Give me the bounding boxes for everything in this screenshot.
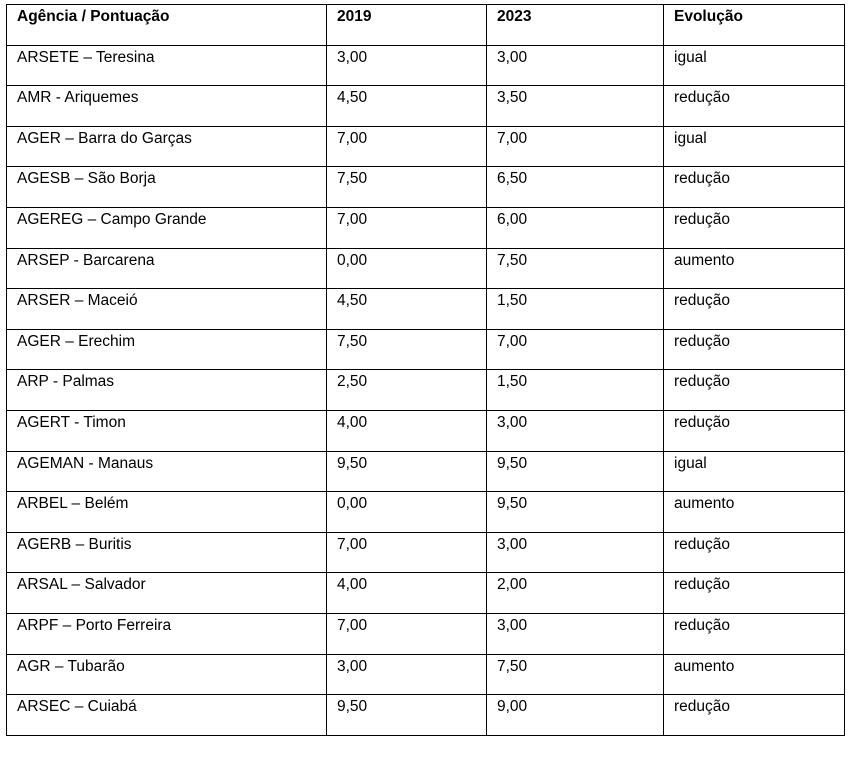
- cell-2019: 3,00: [327, 654, 487, 695]
- cell-evolution: redução: [664, 86, 845, 127]
- header-2023: 2023: [487, 5, 664, 46]
- cell-agency: ARSETE – Teresina: [7, 45, 327, 86]
- cell-2023: 7,00: [487, 126, 664, 167]
- cell-evolution: redução: [664, 695, 845, 736]
- cell-agency: AGERB – Buritis: [7, 532, 327, 573]
- header-row: [7, 5, 845, 46]
- cell-evolution: redução: [664, 532, 845, 573]
- table-row: [7, 289, 845, 330]
- cell-evolution: redução: [664, 613, 845, 654]
- cell-agency: AGER – Erechim: [7, 329, 327, 370]
- cell-agency: AMR - Ariquemes: [7, 86, 327, 127]
- cell-2019: 7,00: [327, 126, 487, 167]
- cell-2019: 4,50: [327, 289, 487, 330]
- cell-evolution: redução: [664, 573, 845, 614]
- cell-2019: 0,00: [327, 248, 487, 289]
- cell-evolution: aumento: [664, 492, 845, 533]
- cell-evolution: aumento: [664, 654, 845, 695]
- cell-evolution: redução: [664, 289, 845, 330]
- cell-2023: 3,50: [487, 86, 664, 127]
- header-2019: 2019: [327, 5, 487, 46]
- cell-2023: 6,00: [487, 207, 664, 248]
- cell-agency: ARBEL – Belém: [7, 492, 327, 533]
- table-row: [7, 370, 845, 411]
- cell-agency: ARSAL – Salvador: [7, 573, 327, 614]
- cell-agency: AGEREG – Campo Grande: [7, 207, 327, 248]
- cell-2023: 3,00: [487, 532, 664, 573]
- table-row: [7, 329, 845, 370]
- cell-evolution: redução: [664, 207, 845, 248]
- table-body: [7, 45, 845, 735]
- table-row: [7, 532, 845, 573]
- table-row: [7, 167, 845, 208]
- cell-2023: 3,00: [487, 613, 664, 654]
- cell-2019: 7,00: [327, 207, 487, 248]
- cell-evolution: redução: [664, 329, 845, 370]
- cell-2023: 9,00: [487, 695, 664, 736]
- cell-2019: 7,50: [327, 329, 487, 370]
- header-evolution: Evolução: [664, 5, 845, 46]
- cell-2023: 7,50: [487, 654, 664, 695]
- cell-agency: AGEMAN - Manaus: [7, 451, 327, 492]
- table-row: [7, 45, 845, 86]
- table-row: [7, 654, 845, 695]
- table-row: [7, 695, 845, 736]
- cell-agency: AGER – Barra do Garças: [7, 126, 327, 167]
- cell-2023: 6,50: [487, 167, 664, 208]
- cell-2019: 7,50: [327, 167, 487, 208]
- cell-evolution: redução: [664, 410, 845, 451]
- cell-agency: ARSEP - Barcarena: [7, 248, 327, 289]
- cell-evolution: igual: [664, 126, 845, 167]
- cell-2023: 1,50: [487, 289, 664, 330]
- cell-agency: ARPF – Porto Ferreira: [7, 613, 327, 654]
- cell-2019: 0,00: [327, 492, 487, 533]
- cell-evolution: igual: [664, 451, 845, 492]
- cell-agency: AGERT - Timon: [7, 410, 327, 451]
- table-row: [7, 410, 845, 451]
- cell-2019: 9,50: [327, 451, 487, 492]
- cell-agency: ARSEC – Cuiabá: [7, 695, 327, 736]
- table-row: [7, 492, 845, 533]
- cell-agency: ARSER – Maceió: [7, 289, 327, 330]
- cell-evolution: aumento: [664, 248, 845, 289]
- cell-2019: 3,00: [327, 45, 487, 86]
- cell-evolution: redução: [664, 370, 845, 411]
- cell-2023: 7,50: [487, 248, 664, 289]
- table-header: [7, 5, 845, 46]
- table-row: [7, 613, 845, 654]
- cell-2019: 9,50: [327, 695, 487, 736]
- cell-2023: 9,50: [487, 492, 664, 533]
- agency-score-table: [6, 4, 845, 736]
- cell-2023: 9,50: [487, 451, 664, 492]
- cell-2023: 3,00: [487, 410, 664, 451]
- table-row: [7, 248, 845, 289]
- table-row: [7, 126, 845, 167]
- cell-2023: 2,00: [487, 573, 664, 614]
- cell-agency: ARP - Palmas: [7, 370, 327, 411]
- cell-2019: 7,00: [327, 613, 487, 654]
- cell-2019: 2,50: [327, 370, 487, 411]
- header-agency: Agência / Pontuação: [7, 5, 327, 46]
- cell-2023: 3,00: [487, 45, 664, 86]
- table-row: [7, 86, 845, 127]
- cell-evolution: igual: [664, 45, 845, 86]
- cell-2019: 7,00: [327, 532, 487, 573]
- cell-2023: 1,50: [487, 370, 664, 411]
- cell-agency: AGESB – São Borja: [7, 167, 327, 208]
- cell-evolution: redução: [664, 167, 845, 208]
- table-row: [7, 573, 845, 614]
- table-row: [7, 207, 845, 248]
- cell-agency: AGR – Tubarão: [7, 654, 327, 695]
- table-row: [7, 451, 845, 492]
- cell-2019: 4,00: [327, 410, 487, 451]
- cell-2023: 7,00: [487, 329, 664, 370]
- cell-2019: 4,00: [327, 573, 487, 614]
- cell-2019: 4,50: [327, 86, 487, 127]
